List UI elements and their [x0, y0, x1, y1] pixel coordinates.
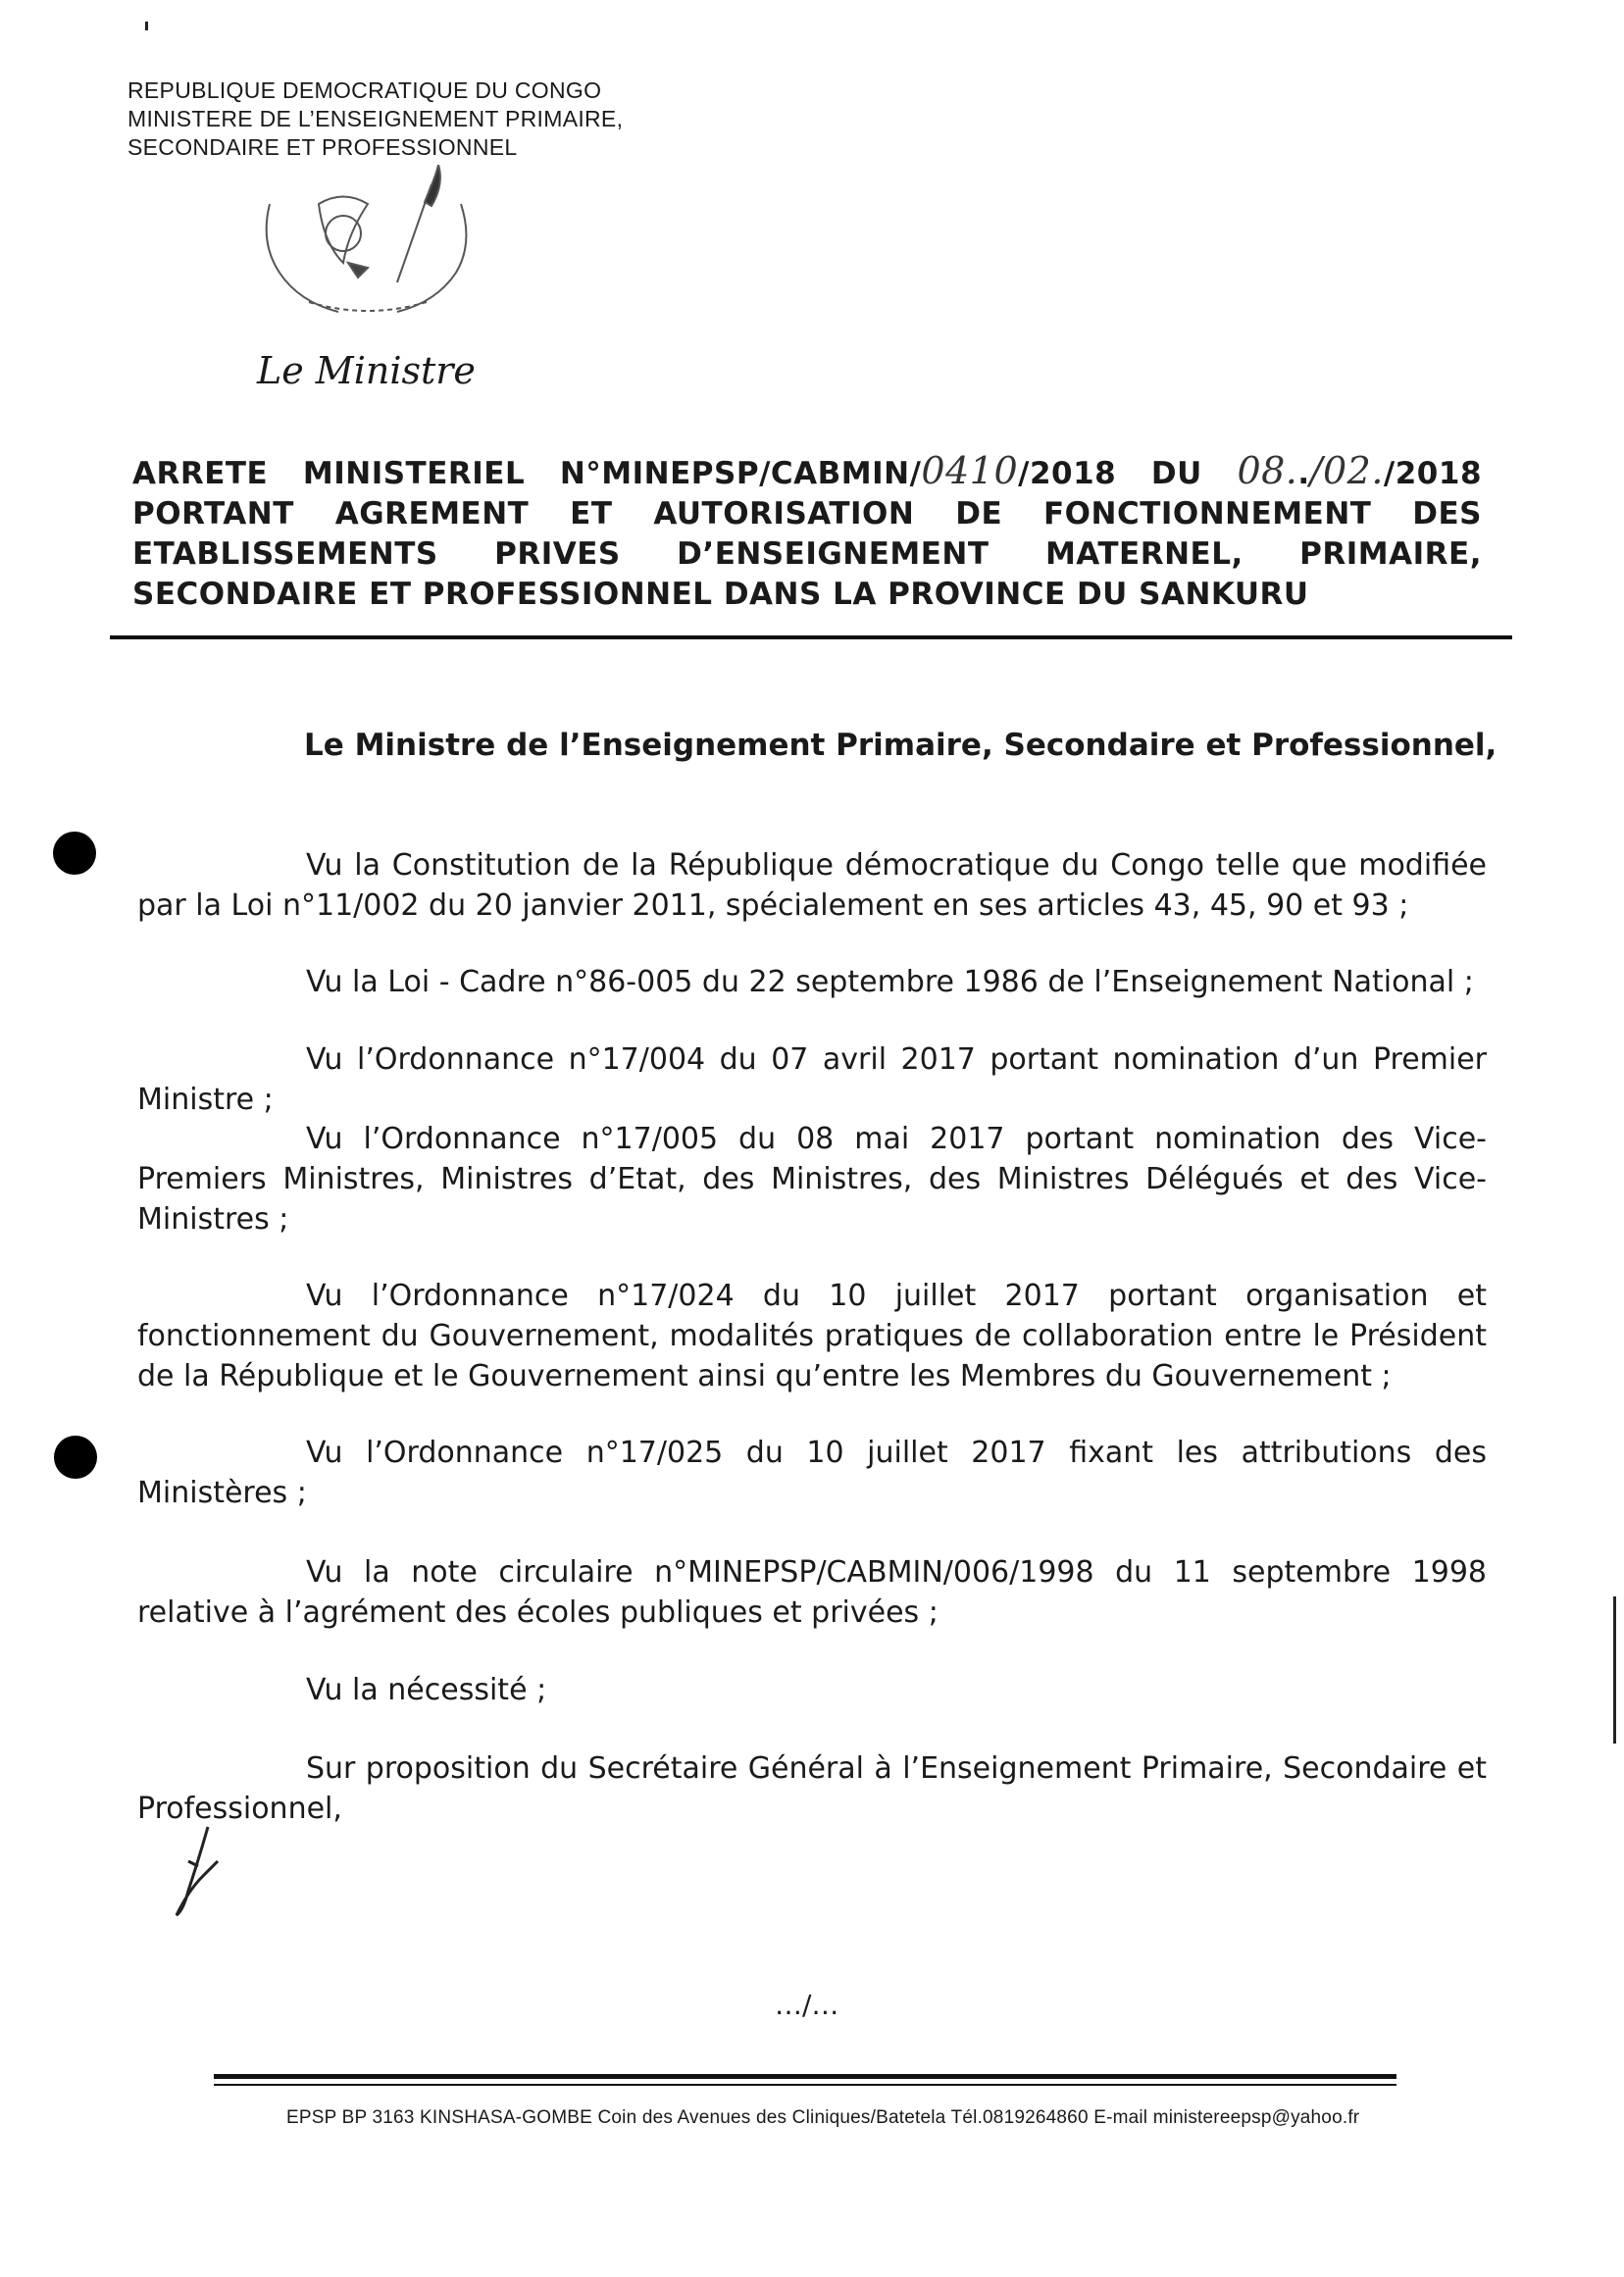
footer-contact: EPSP BP 3163 KINSHASA-GOMBE Coin des Avenues des Cliniques/Batetela Tél.0819264860 E-mail ministereepsp@yahoo.fr [286, 2107, 1360, 2128]
preamble-heading: Le Ministre de l’Enseignement Primaire, Secondaire et Professionnel, [304, 728, 1497, 763]
decree-month-handwritten: /02. [1309, 449, 1384, 492]
scan-artifact [145, 22, 148, 30]
scan-artifact [1613, 1596, 1616, 1744]
decree-title-line2: PORTANT AGREMENT ET AUTORISATION DE FONCTIONNEMENT DES [132, 496, 1482, 531]
footer-divider [214, 2074, 1396, 2079]
title-divider [110, 635, 1512, 639]
recital-loi-cadre: Vu la Loi - Cadre n°86-005 du 22 septembre 1986 de l’Enseignement National ; [306, 965, 1474, 999]
footer-divider-thin [214, 2084, 1396, 2086]
decree-day-handwritten: 08. [1237, 449, 1298, 492]
signatory-title: Le Ministre [257, 349, 476, 392]
letterhead-ministry: MINISTERE DE L’ENSEIGNEMENT PRIMAIRE, [127, 106, 624, 131]
initials-signature-icon [169, 1822, 228, 1920]
letterhead-ministry-cont: SECONDAIRE ET PROFESSIONNEL [127, 134, 518, 160]
recital-note-circulaire: Vu la note circulaire n°MINEPSP/CABMIN/006/1998 du 11 septembre 1998 relative à l’agrément des écoles publiques et privées ; [137, 1555, 1487, 1630]
recital-constitution: Vu la Constitution de la République démocratique du Congo telle que modifiée par la Loi n°11/002 du 20 janvier 2011, spécialement en ses articles 43, 45, 90 et 93 ; [137, 848, 1487, 923]
recital-ordonnance-005: Vu l’Ordonnance n°17/005 du 08 mai 2017 portant nomination des Vice-Premiers Ministres, Ministres d’Etat, des Ministres, des Ministres Délégués et des Vice-Ministres ; [137, 1122, 1487, 1237]
letterhead-country: REPUBLIQUE DEMOCRATIQUE DU CONGO [127, 77, 602, 103]
recital-proposition: Sur proposition du Secrétaire Général à l’Enseignement Primaire, Secondaire et Professionnel, [137, 1751, 1487, 1826]
decree-title [132, 451, 1482, 615]
recital-necessite: Vu la nécessité ; [306, 1673, 547, 1707]
recital-ordonnance-025: Vu l’Ordonnance n°17/025 du 10 juillet 2017 fixant les attributions des Ministères ; [137, 1436, 1487, 1510]
page-continuation: …/… [775, 1989, 839, 2021]
decree-number-handwritten: 0410 [921, 449, 1019, 492]
coat-of-arms-icon [250, 165, 485, 322]
decree-title-line3: ETABLISSEMENTS PRIVES D’ENSEIGNEMENT MATERNEL, PRIMAIRE, [132, 536, 1482, 572]
letterhead [127, 76, 623, 162]
punch-hole-icon [53, 832, 96, 875]
decree-title-line1: ARRETE MINISTERIEL N°MINEPSP/CABMIN/0410/2018 DU 08../02./2018 [132, 449, 1483, 492]
recital-ordonnance-004: Vu l’Ordonnance n°17/004 du 07 avril 2017 portant nomination d’un Premier Ministre ; [137, 1042, 1487, 1117]
punch-hole-icon [54, 1436, 97, 1479]
decree-title-line4: SECONDAIRE ET PROFESSIONNEL DANS LA PROVINCE DU SANKURU [132, 577, 1309, 612]
recital-ordonnance-024: Vu l’Ordonnance n°17/024 du 10 juillet 2017 portant organisation et fonctionnement du Gouvernement, modalités pratiques de collaboration entre le Président de la République et le Gouvernement ainsi qu’entre les Membres du Gouvernement ; [137, 1279, 1487, 1393]
